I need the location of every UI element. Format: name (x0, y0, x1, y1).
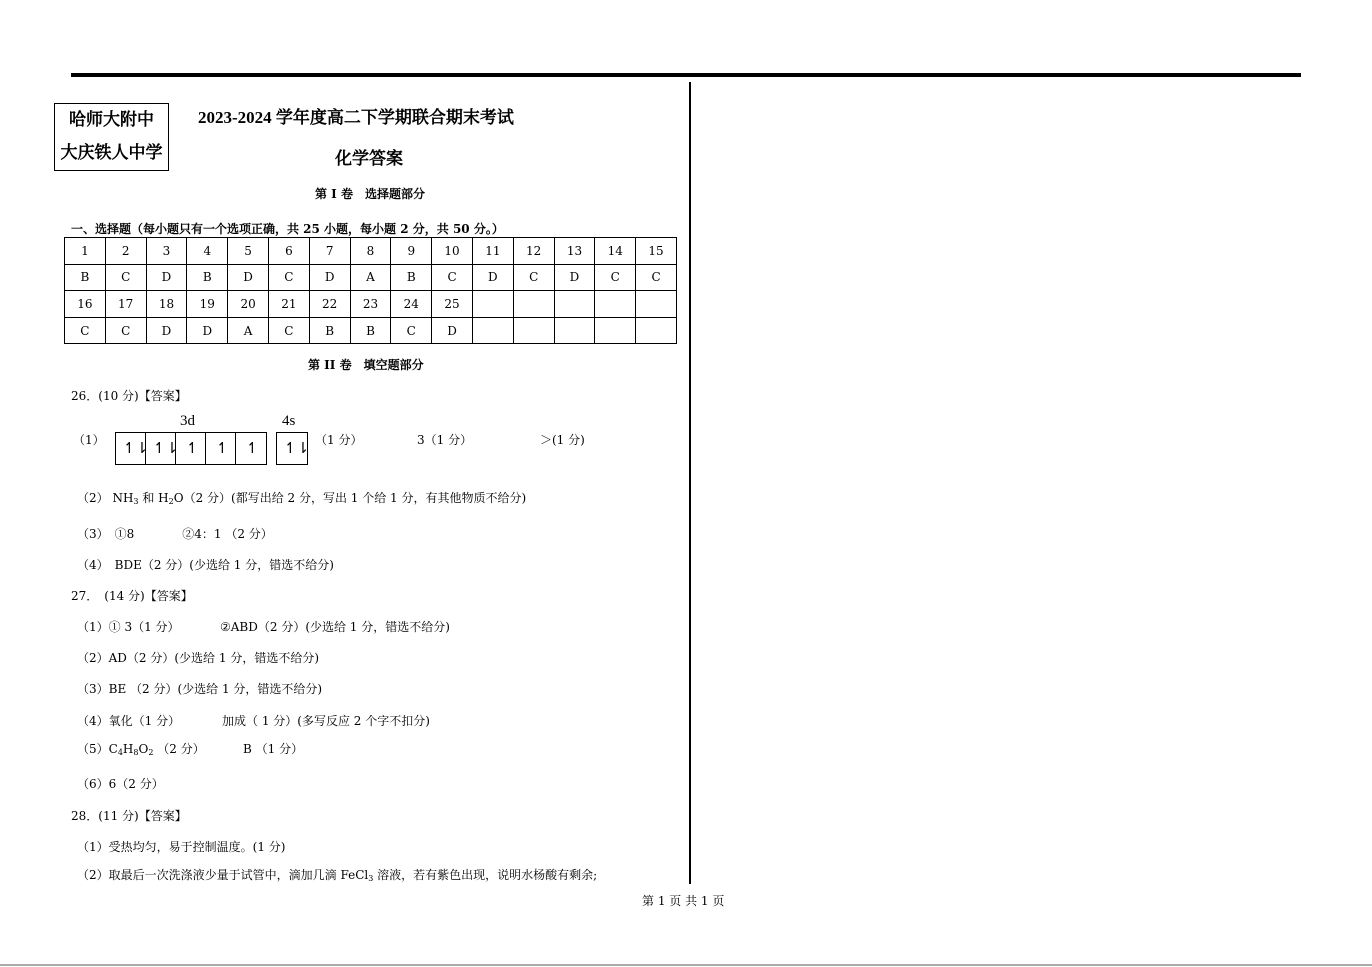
answer-cell: C (268, 264, 309, 291)
question-number-cell (595, 291, 636, 318)
page-footer: 第 1 页 共 1 页 (642, 894, 725, 908)
answer-cell: C (268, 317, 309, 344)
q28-heading: 28．(11 分)【答案】 (71, 809, 187, 823)
q27-p6: （6）6（2 分） (77, 777, 164, 791)
question-number-cell: 11 (472, 238, 513, 265)
answer-row-numbers-2 (65, 291, 677, 318)
question-number-cell: 6 (268, 238, 309, 265)
question-number-cell: 19 (187, 291, 228, 318)
answer-table (64, 237, 677, 344)
q26-p2: （2） $NH_3$ 和 $H_2O(2$ 分）(都写出给 2 分，写出 1 个给 1 分，有其他物质不给分) (77, 491, 527, 506)
answer-cell: D (309, 264, 350, 291)
question-number-cell: 17 (105, 291, 146, 318)
question-number-cell: 14 (595, 238, 636, 265)
q26-p2-label: （2） (77, 491, 109, 505)
part1-heading: 第 I 卷 选择题部分 (315, 187, 425, 201)
orbital-3d-label: 3d (180, 413, 195, 429)
answer-cell (554, 317, 595, 344)
question-number-cell: 8 (350, 238, 391, 265)
question-number-cell: 15 (636, 238, 677, 265)
question-number-cell: 10 (432, 238, 473, 265)
question-number-cell: 3 (146, 238, 187, 265)
q26-p2-text: （2 分）(都写出给 2 分，写出 1 个给 1 分，有其他物质不给分) (183, 491, 527, 505)
question-number-cell: 2 (105, 238, 146, 265)
orbital-box: ↿⇂ (146, 433, 176, 464)
question-number-cell: 13 (554, 238, 595, 265)
question-number-cell (472, 291, 513, 318)
exam-subtitle: 化学答案 (335, 149, 403, 169)
question-number-cell (513, 291, 554, 318)
question-number-cell: 16 (65, 291, 106, 318)
answer-cell: D (228, 264, 269, 291)
answer-cell: B (350, 317, 391, 344)
section1-heading: 一、选择题（每小题只有一个选项正确，共 25 小题，每小题 2 分，共 50 分。） (71, 222, 504, 236)
q26-p1-score-b: 3（1 分） (417, 433, 473, 447)
question-number-cell: 7 (309, 238, 350, 265)
q28-p2-post: 溶液，若有紫色出现，说明水杨酸有剩余; (377, 868, 598, 882)
question-number-cell: 20 (228, 291, 269, 318)
answer-cell: D (187, 317, 228, 344)
answer-cell: C (513, 264, 554, 291)
q27-p1b: ②ABD（2 分）(少选给 1 分，错选不给分) (220, 620, 450, 634)
orbital-diagram-3d (115, 432, 267, 465)
answer-cell: C (391, 317, 432, 344)
orbital-4s-label: 4s (282, 413, 296, 429)
answer-cell: D (472, 264, 513, 291)
q27-p5: $(5)C_4H_8O_2$ （2 分） (77, 742, 205, 757)
question-number-cell (554, 291, 595, 318)
q26-p1-score-a: （1 分） (315, 433, 363, 447)
answer-cell: D (146, 317, 187, 344)
q27-p2: （2）AD（2 分）(少选给 1 分，错选不给分) (77, 651, 319, 665)
question-number-cell: 12 (513, 238, 554, 265)
part2-heading: 第 II 卷 填空题部分 (308, 358, 424, 372)
orbital-box: ↿ (206, 433, 236, 464)
q26-p3: （3） ①8 ②4：1 （2 分） (77, 527, 273, 541)
question-number-cell (636, 291, 677, 318)
answer-cell: C (595, 264, 636, 291)
answer-cell: A (350, 264, 391, 291)
orbital-diagram-4s (276, 432, 308, 465)
question-number-cell: 24 (391, 291, 432, 318)
question-number-cell: 18 (146, 291, 187, 318)
q28-p2: （2）取最后一次洗涤液少量于试管中，滴加几滴 FeCl$_3$ 溶液，若有紫色出现，说明水杨酸有剩余; (77, 868, 598, 883)
question-number-cell: 4 (187, 238, 228, 265)
school-name-2: 大庆铁人中学 (60, 143, 163, 163)
answer-cell: C (105, 264, 146, 291)
school-box (54, 103, 169, 171)
answer-cell: D (432, 317, 473, 344)
answer-row-answers-2 (65, 317, 677, 344)
answer-cell: B (187, 264, 228, 291)
question-number-cell: 9 (391, 238, 432, 265)
school-name-1: 哈师大附中 (69, 110, 154, 130)
q28-p1: （1）受热均匀，易于控制温度。(1 分) (77, 840, 286, 854)
q26-p1-label: （1） (73, 433, 105, 447)
answer-cell: C (636, 264, 677, 291)
q27-p3: （3）BE （2 分）(少选给 1 分，错选不给分) (77, 682, 323, 696)
q27-heading: 27． (14 分)【答案】 (71, 589, 193, 603)
answer-cell: C (65, 317, 106, 344)
question-number-cell: 5 (228, 238, 269, 265)
q27-p5-label: （5） (77, 742, 109, 756)
column-divider (689, 82, 691, 884)
orbital-box: ↿ (176, 433, 206, 464)
orbital-box: ↿ (246, 439, 259, 457)
q26-p1-score-c: ＞(1 分) (540, 433, 585, 447)
q27-p4b: 加成（ 1 分）(多写反应 2 个字不扣分) (222, 714, 430, 728)
q27-p5b: B （1 分） (243, 742, 304, 756)
answer-cell: B (391, 264, 432, 291)
q28-p2-pre: （2）取最后一次洗涤液少量于试管中，滴加几滴 FeCl (77, 868, 369, 882)
top-rule (71, 73, 1301, 77)
answer-cell: D (554, 264, 595, 291)
answer-cell (472, 317, 513, 344)
orbital-box: ↿⇂ (284, 439, 310, 457)
answer-cell: C (432, 264, 473, 291)
orbital-box: ↿⇂ (116, 433, 146, 464)
question-number-cell: 22 (309, 291, 350, 318)
answer-cell: C (105, 317, 146, 344)
exam-title: 2023-2024 学年度高二下学期联合期末考试 (198, 108, 514, 127)
q27-p4a: （4）氧化（1 分） (77, 714, 181, 728)
answer-cell: B (309, 317, 350, 344)
answer-cell: B (65, 264, 106, 291)
q27-p5-score: （2 分） (157, 742, 205, 756)
answer-cell: D (146, 264, 187, 291)
question-number-cell: 25 (432, 291, 473, 318)
question-number-cell: 21 (268, 291, 309, 318)
answer-row-numbers-1 (65, 238, 677, 265)
answer-cell (636, 317, 677, 344)
question-number-cell: 1 (65, 238, 106, 265)
q26-p4: （4） BDE（2 分）(少选给 1 分，错选不给分) (77, 558, 334, 572)
answer-cell (513, 317, 554, 344)
q26-heading: 26．(10 分)【答案】 (71, 389, 187, 403)
answer-row-answers-1 (65, 264, 677, 291)
answer-cell: A (228, 317, 269, 344)
q27-p1a: （1）① 3（1 分） (77, 620, 180, 634)
page-bottom-edge (0, 964, 1372, 966)
question-number-cell: 23 (350, 291, 391, 318)
answer-cell (595, 317, 636, 344)
